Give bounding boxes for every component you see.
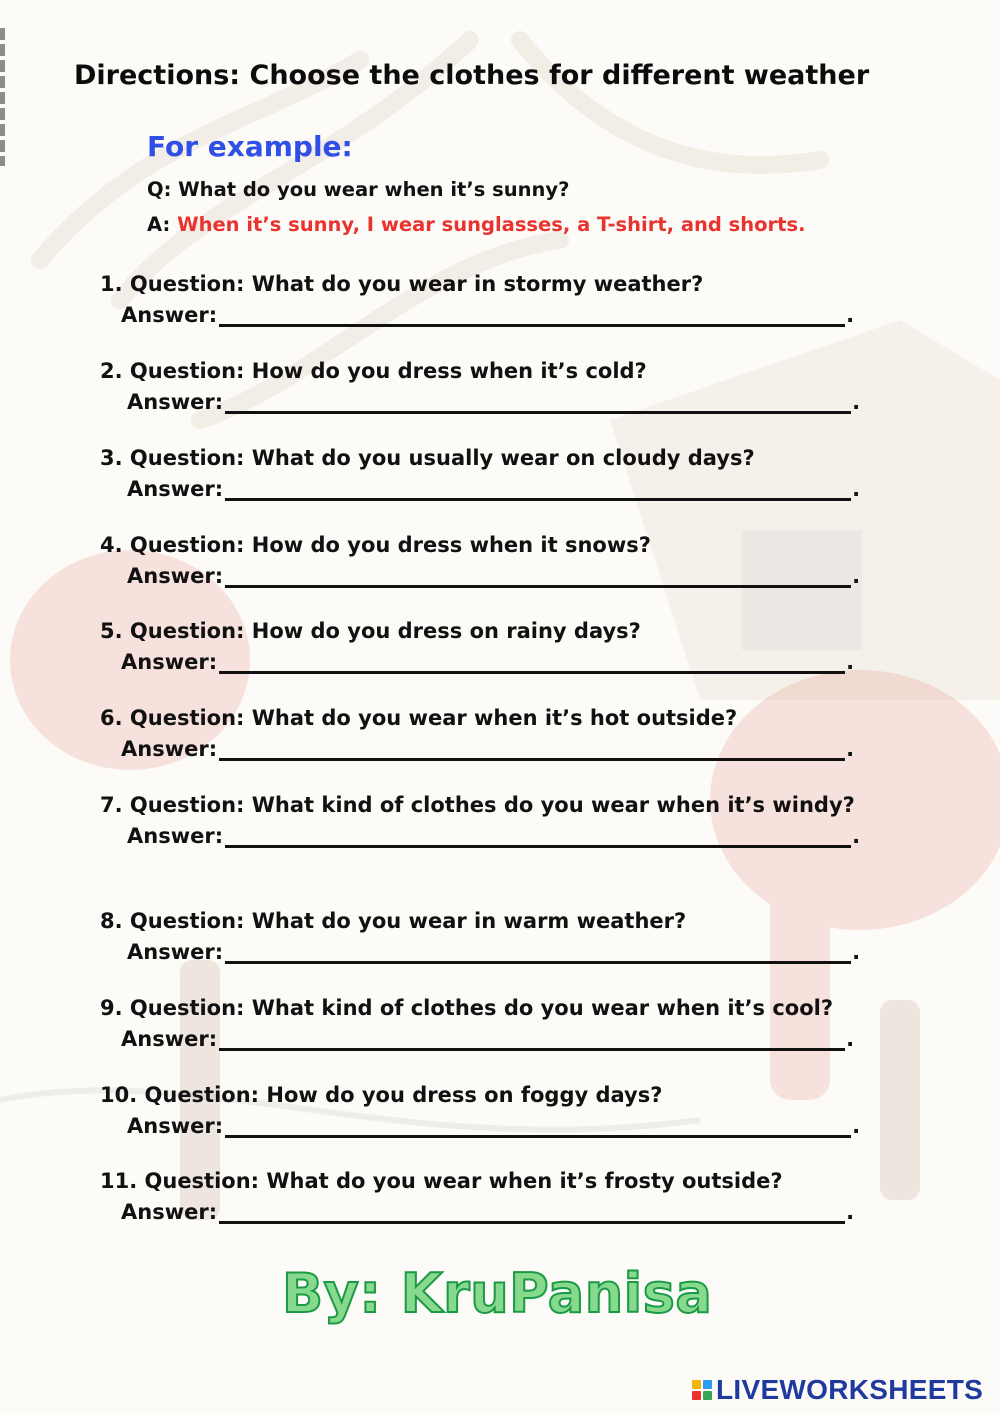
answer-blank-4[interactable] [225,563,851,588]
answer-line [127,1113,860,1138]
answer-period: . [852,390,861,414]
answer-label: Answer: [127,940,224,964]
answer-blank-6[interactable] [219,736,845,761]
question-text: 9. Question: What kind of clothes do you wear when it’s cool? [100,996,834,1020]
answer-blank-8[interactable] [225,939,851,964]
question-text: 7. Question: What kind of clothes do you wear when it’s windy? [100,793,855,817]
question-item-8 [0,909,1000,973]
answer-period: . [846,737,855,761]
question-text: 5. Question: How do you dress on rainy days? [100,619,641,643]
liveworksheets-logo-icon [692,1380,712,1400]
answer-period: . [852,477,861,501]
answer-period: . [852,940,861,964]
example-q-text: What do you wear when it’s sunny? [178,178,570,201]
example-answer [147,213,805,236]
example-heading: For example: [147,130,353,163]
answer-label: Answer: [121,737,218,761]
question-item-11 [0,1169,1000,1233]
liveworksheets-wordmark: LIVEWORKSHEETS [716,1374,984,1405]
answer-blank-2[interactable] [225,389,851,414]
author-byline: By: KruPanisa [282,1262,713,1325]
question-item-2 [0,359,1000,423]
question-item-7 [0,793,1000,857]
answer-blank-10[interactable] [225,1113,851,1138]
answer-label: Answer: [121,1200,218,1224]
answer-label: Answer: [127,390,224,414]
answer-period: . [852,1114,861,1138]
answer-label: Answer: [121,303,218,327]
question-text: 11. Question: What do you wear when it’s frosty outside? [100,1169,783,1193]
question-text: 3. Question: What do you usually wear on cloudy days? [100,446,755,470]
question-item-4 [0,533,1000,597]
question-item-9 [0,996,1000,1060]
answer-line [121,1026,854,1051]
question-text: 8. Question: What do you wear in warm weather? [100,909,687,933]
question-item-10 [0,1083,1000,1147]
answer-line [127,563,860,588]
answer-label: Answer: [127,477,224,501]
answer-period: . [852,564,861,588]
liveworksheets-logo[interactable] [692,1374,983,1406]
answer-label: Answer: [127,824,224,848]
logo-square [692,1391,701,1400]
logo-square [703,1380,712,1389]
question-item-1 [0,272,1000,336]
answer-period: . [846,1027,855,1051]
question-item-5 [0,619,1000,683]
example-a-text: When it’s sunny, I wear sunglasses, a T-shirt, and shorts. [177,213,806,236]
answer-line [121,736,854,761]
logo-square [692,1380,701,1389]
question-text: 1. Question: What do you wear in stormy weather? [100,272,704,296]
directions-heading: Directions: Choose the clothes for different weather [74,60,870,91]
answer-line [127,939,860,964]
answer-period: . [852,824,861,848]
answer-line [127,476,860,501]
question-text: 10. Question: How do you dress on foggy days? [100,1083,663,1107]
question-item-6 [0,706,1000,770]
answer-blank-5[interactable] [219,649,845,674]
answer-blank-7[interactable] [225,823,851,848]
question-text: 4. Question: How do you dress when it snows? [100,533,651,557]
answer-blank-1[interactable] [219,302,845,327]
answer-label: Answer: [127,564,224,588]
answer-period: . [846,1200,855,1224]
answer-period: . [846,303,855,327]
logo-square [703,1391,712,1400]
example-question [147,178,569,201]
question-item-3 [0,446,1000,510]
answer-line [121,1199,854,1224]
answer-label: Answer: [121,1027,218,1051]
answer-blank-3[interactable] [225,476,851,501]
example-a-prefix: A: [147,213,171,236]
example-q-prefix: Q: [147,178,172,201]
answer-label: Answer: [127,1114,224,1138]
answer-line [121,302,854,327]
question-text: 2. Question: How do you dress when it’s cold? [100,359,647,383]
question-text: 6. Question: What do you wear when it’s hot outside? [100,706,738,730]
answer-line [127,389,860,414]
answer-blank-9[interactable] [219,1026,845,1051]
answer-label: Answer: [121,650,218,674]
answer-blank-11[interactable] [219,1199,845,1224]
answer-line [121,649,854,674]
answer-line [127,823,860,848]
answer-period: . [846,650,855,674]
